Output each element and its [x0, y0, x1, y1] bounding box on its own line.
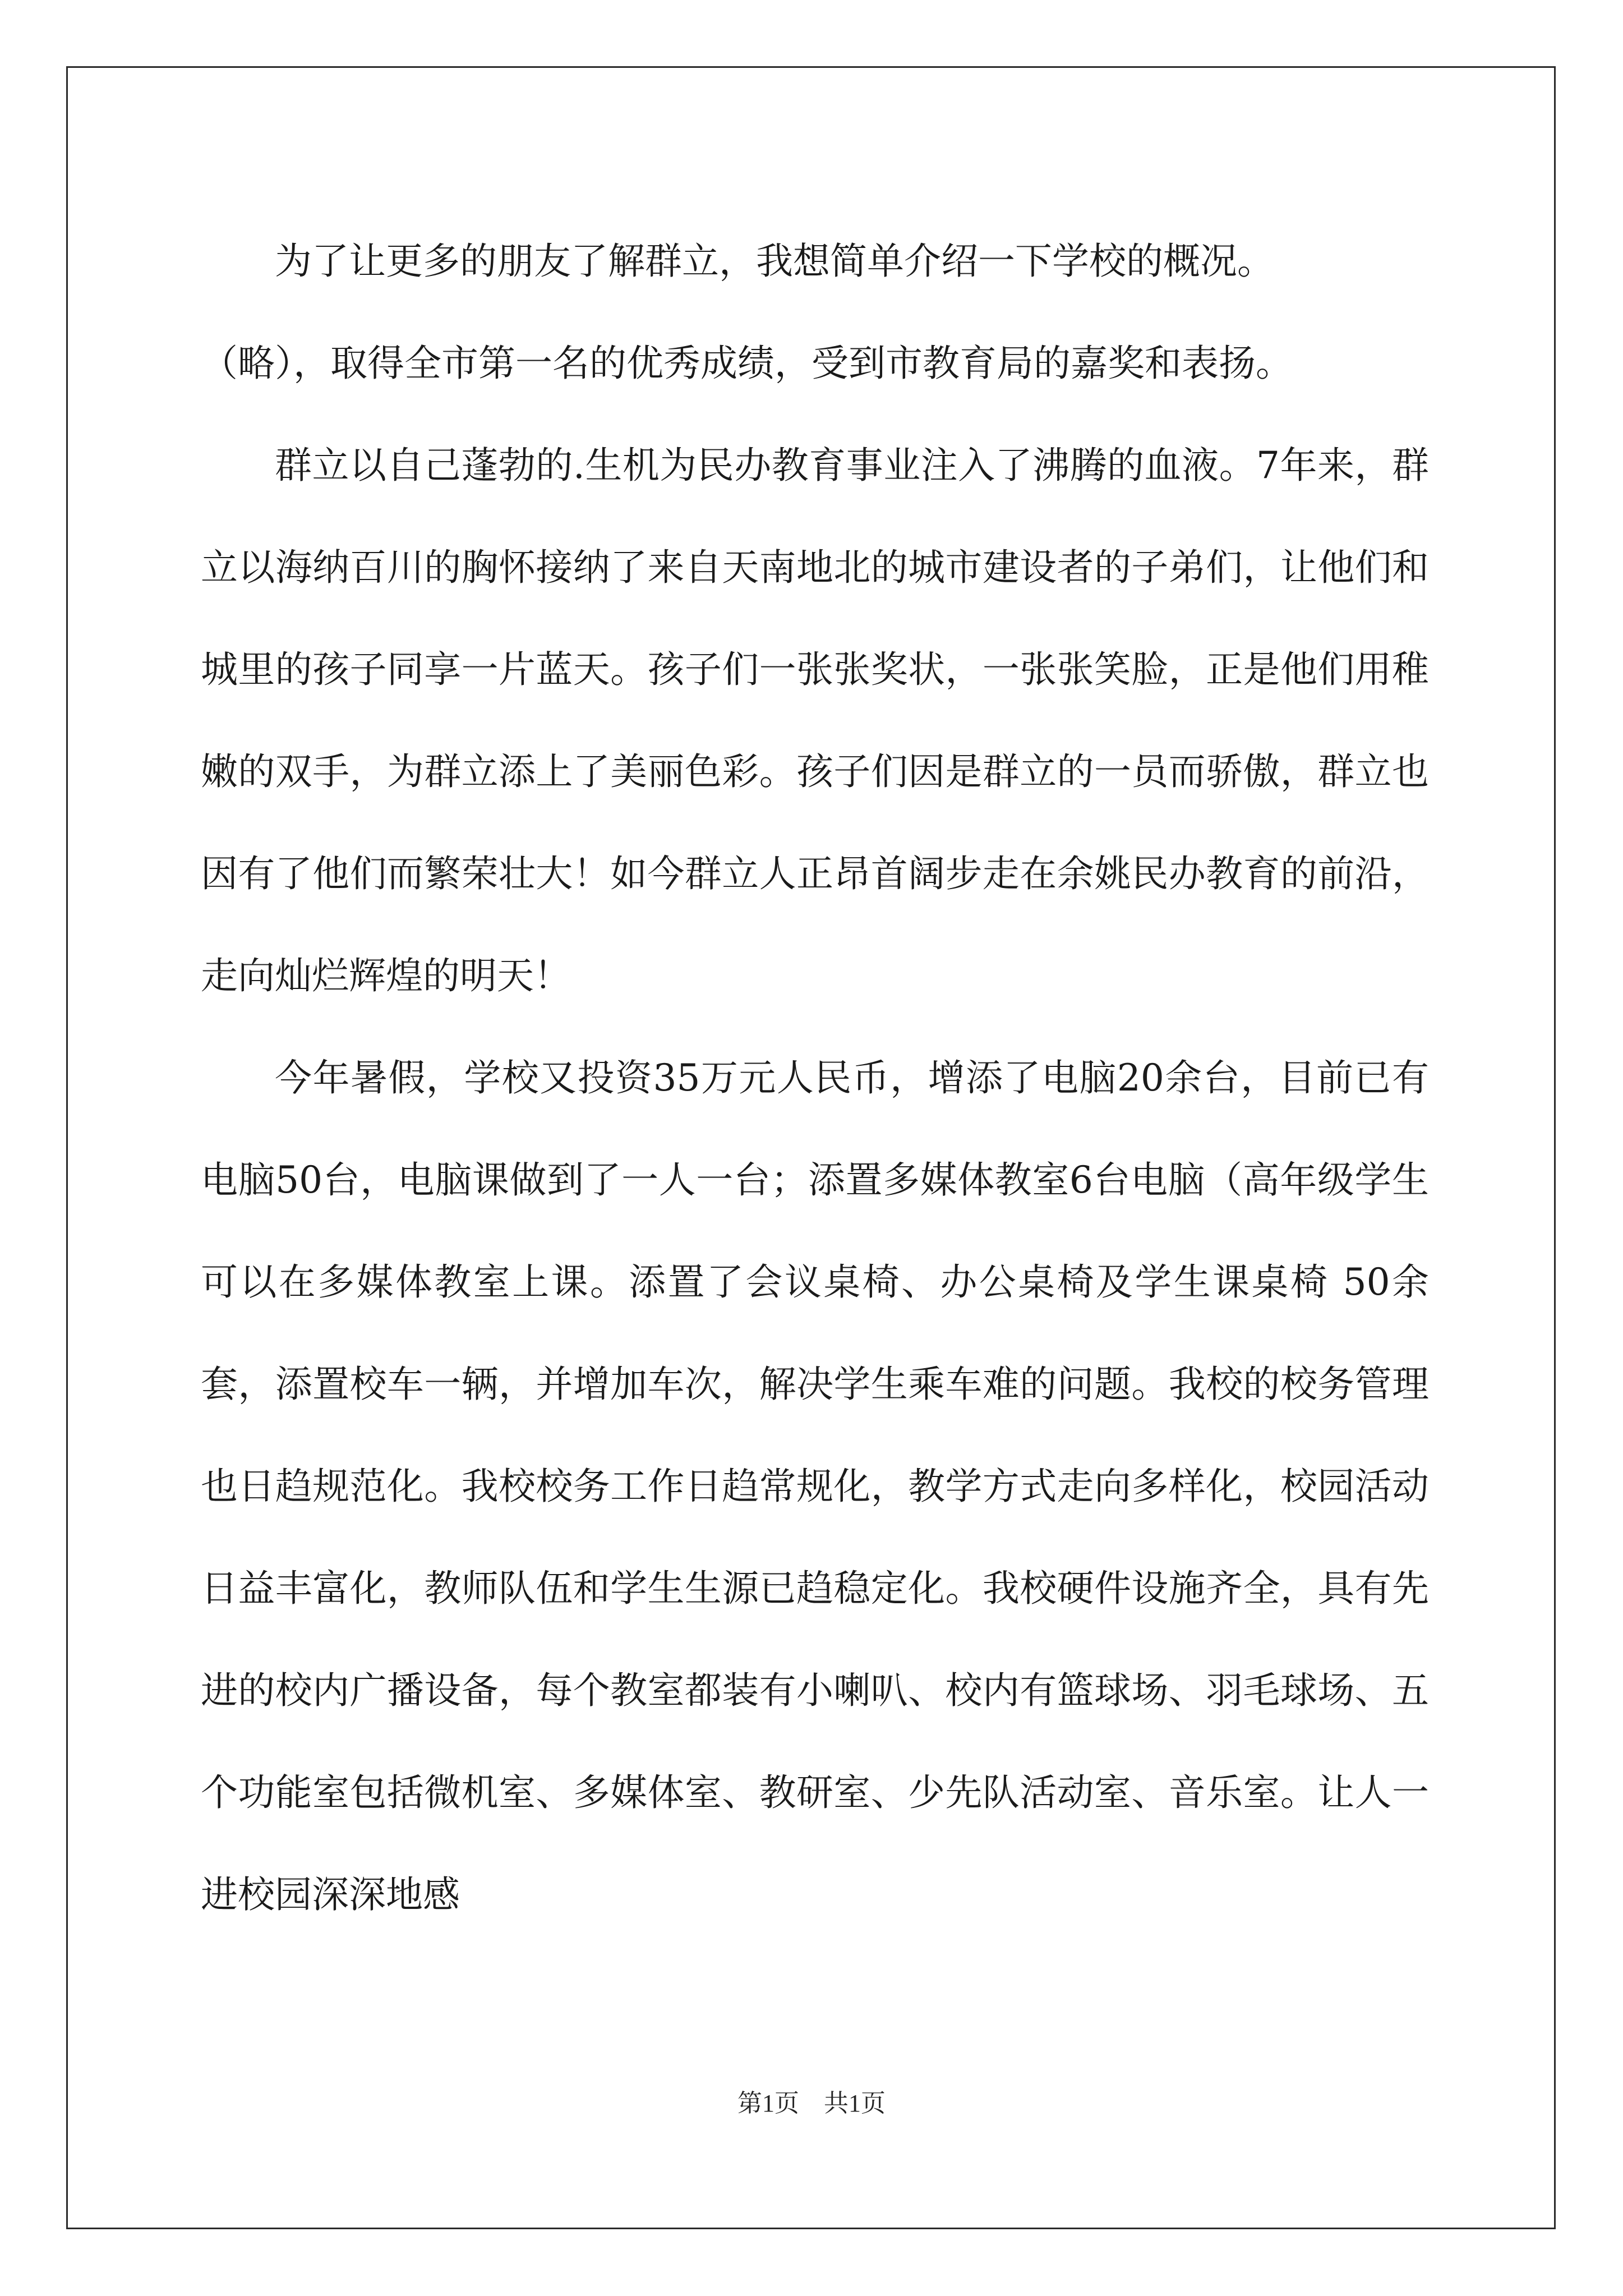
paragraph-investment: 今年暑假，学校又投资35万元人民币，增添了电脑20余台，目前已有电脑50台，电脑课做到了一人一台；添置多媒体教室6台电脑（高年级学生可以在多媒体教室上课。添置了会议桌椅、办公桌椅及学生课桌椅 50余套，添置校车一辆，并增加车次，解决学生乘车难的问题。我校的校务管理也日趋规范化。我校校务工作日趋常规化，教学方式走向多样化，校园活动日益丰富化，教师队伍和学生生源已趋稳定化。我校硬件设施齐全，具有先进的校内广播设备，每个教室都装有小喇叭、校内有篮球场、羽毛球场、五个功能室包括微机室、多媒体室、教研室、少先队活动室、音乐室。让人一进校园深深地感 — [201, 1056, 1429, 1916]
paragraph-vitality: 群立以自己蓬勃的.生机为民办教育事业注入了沸腾的血液。7年来，群立以海纳百川的胸怀接纳了来自天南地北的城市建设者的子弟们，让他们和城里的孩子同享一片蓝天。孩子们一张张奖状，一张张笑脸，正是他们用稚嫩的双手，为群立添上了美丽色彩。孩子们因是群立的一员而骄傲，群立也因有了他们而繁荣壮大！如今群立人正昂首阔步走在余姚民办教育的前沿，走向灿烂辉煌的明天！ — [201, 444, 1429, 997]
page-footer — [0, 2087, 1623, 2120]
paragraph-intro: 为了让更多的朋友了解群立，我想简单介绍一下学校的概况。 — [275, 240, 1274, 283]
paragraph-achievement: （略），取得全市第一名的优秀成绩，受到市教育局的嘉奖和表扬。 — [201, 342, 1293, 385]
document-body — [201, 210, 1429, 1946]
page-total: 共1页 — [824, 2090, 886, 2117]
page-number: 第1页 — [737, 2090, 799, 2117]
